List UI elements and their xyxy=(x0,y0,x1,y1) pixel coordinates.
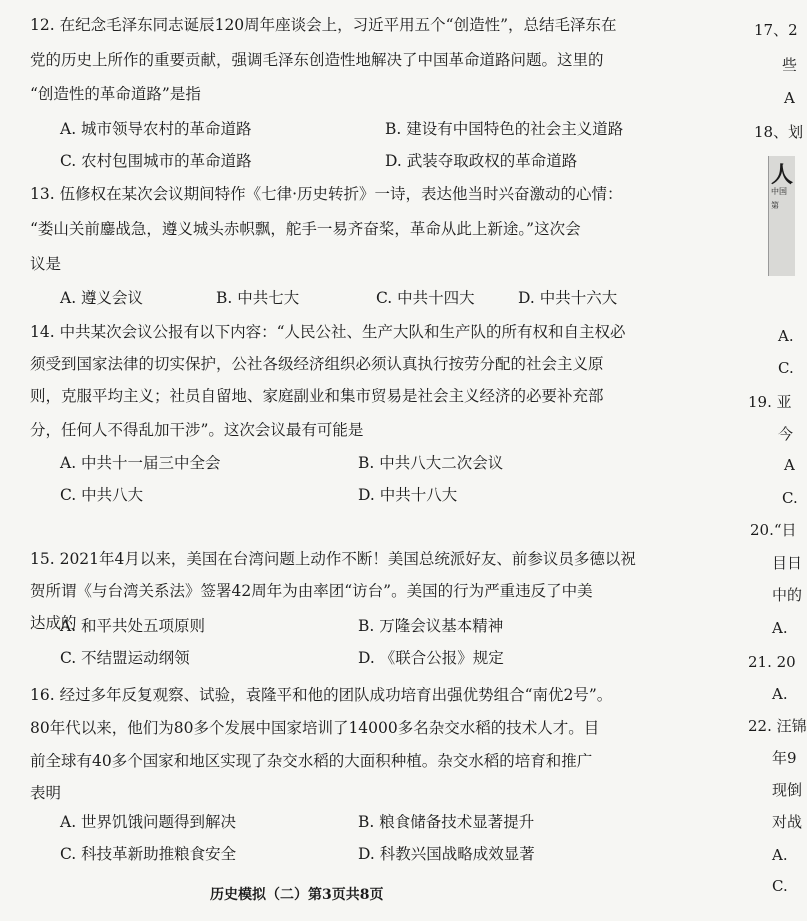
question-text-line: 前全球有40多个国家和地区实现了杂交水稻的大面积种植。杂交水稻的培育和推广 xyxy=(30,752,593,770)
option-c: C. 农村包围城市的革命道路 xyxy=(60,152,252,170)
option-d: D. 中共十八大 xyxy=(358,486,458,504)
question-text-line: 表明 xyxy=(30,784,62,802)
cutoff-text: A xyxy=(784,89,795,107)
question-text-line: “创造性的革命道路”是指 xyxy=(30,85,201,103)
adjacent-column-cutoff xyxy=(748,0,807,921)
cutoff-text: A xyxy=(784,456,795,474)
question-text-line: 13. 伍修权在某次会议期间特作《七律·历史转折》一诗，表达他当时兴奋激动的心情： xyxy=(30,185,623,203)
cutoff-text: 中的 xyxy=(772,586,803,604)
cutoff-text: A. xyxy=(772,619,788,637)
question-text-line: 党的历史上所作的重要贡献，强调毛泽东创造性地解决了中国革命道路问题。这里的 xyxy=(30,51,604,69)
option-b: B. 中共八大二次会议 xyxy=(358,454,504,472)
page-footer: 历史模拟（二）第3页共8页 xyxy=(210,887,384,903)
option-a: A. 中共十一届三中全会 xyxy=(60,454,221,472)
cutoff-text: 18、划 xyxy=(754,123,804,141)
thumbnail-text: 第 xyxy=(771,201,779,210)
cutoff-text: 19. 亚 xyxy=(748,393,792,411)
question-text-line: 贺所谓《与台湾关系法》签署42周年为由率团“访台”。美国的行为严重违反了中美 xyxy=(30,582,593,600)
cutoff-text: 17、2 xyxy=(754,21,798,39)
question-text-line: 达成的 xyxy=(30,614,77,632)
cutoff-text: A. xyxy=(772,846,788,864)
cutoff-text: 22. 汪锦 xyxy=(748,717,807,735)
question-text-line: 80年代以来，他们为80多个发展中国家培训了14000多名杂交水稻的技术人才。目 xyxy=(30,719,600,737)
option-b: B. 万隆会议基本精神 xyxy=(358,617,504,635)
cutoff-text: 现倒 xyxy=(772,781,803,799)
option-c: C. 中共八大 xyxy=(60,486,144,504)
thumbnail-text: 中国 xyxy=(771,187,787,196)
option-c: C. 科技革新助推粮食安全 xyxy=(60,845,237,863)
cutoff-text: 对战 xyxy=(772,813,803,831)
cutoff-text: C. xyxy=(782,489,798,507)
cutoff-text: C. xyxy=(778,359,794,377)
question-text-line: 则，克服平均主义；社员自留地、家庭副业和集市贸易是社会主义经济的必要补充部 xyxy=(30,387,604,405)
cutoff-text: 年9 xyxy=(772,749,797,767)
question-text-line: 须受到国家法律的切实保护，公社各级经济组织必须认真执行按劳分配的社会主义原 xyxy=(30,355,604,373)
option-a: A. 世界饥饿问题得到解决 xyxy=(60,813,237,831)
option-d: D. 中共十六大 xyxy=(518,289,618,307)
question-text-line: 16. 经过多年反复观察、试验，袁隆平和他的团队成功培育出强优势组合“南优2号”。 xyxy=(30,686,613,704)
question-text-line: 12. 在纪念毛泽东同志诞辰120周年座谈会上，习近平用五个“创造性”，总结毛泽东在 xyxy=(30,16,617,34)
thumbnail-big-char: 人 xyxy=(771,162,794,188)
cutoff-text: A. xyxy=(778,327,794,345)
cutoff-text: A. xyxy=(772,685,788,703)
newspaper-thumbnail-image xyxy=(768,156,795,276)
option-c: C. 不结盟运动纲领 xyxy=(60,649,190,667)
question-text-line: 14. 中共某次会议公报有以下内容：“人民公社、生产大队和生产队的所有权和自主权必 xyxy=(30,323,626,341)
cutoff-text: 20.“日 xyxy=(750,521,797,539)
question-text-line: “娄山关前鏖战急，遵义城头赤帜飘，舵手一易齐奋桨，革命从此上新途。”这次会 xyxy=(30,220,581,238)
option-a: A. 遵义会议 xyxy=(60,289,144,307)
option-b: B. 粮食储备技术显著提升 xyxy=(358,813,535,831)
option-a: A. 和平共处五项原则 xyxy=(60,617,206,635)
cutoff-text: C. xyxy=(772,877,788,895)
option-c: C. 中共十四大 xyxy=(376,289,475,307)
option-b: B. 中共七大 xyxy=(216,289,300,307)
option-d: D. 科教兴国战略成效显著 xyxy=(358,845,535,863)
cutoff-text: 目日 xyxy=(772,554,803,572)
question-text-line: 15. 2021年4月以来，美国在台湾问题上动作不断！美国总统派好友、前参议员多德以祝 xyxy=(30,550,636,568)
cutoff-text: 21. 20 xyxy=(748,653,796,671)
question-text-line: 分，任何人不得乱加干涉”。这次会议最有可能是 xyxy=(30,421,364,439)
option-d: D. 武装夺取政权的革命道路 xyxy=(385,152,578,170)
cutoff-text: 今 xyxy=(778,425,794,443)
option-a: A. 城市领导农村的革命道路 xyxy=(60,120,252,138)
option-d: D. 《联合公报》规定 xyxy=(358,649,504,667)
option-b: B. 建设有中国特色的社会主义道路 xyxy=(385,120,624,138)
cutoff-text: 些 xyxy=(782,56,798,74)
question-text-line: 议是 xyxy=(30,255,62,273)
